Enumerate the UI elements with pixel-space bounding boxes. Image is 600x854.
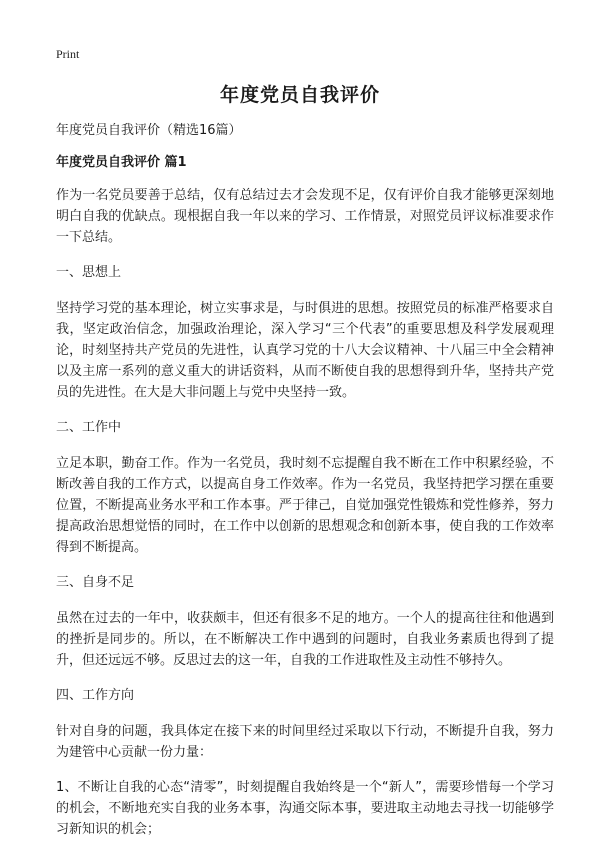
section-heading-shortcomings: 三、自身不足	[56, 575, 135, 590]
document-subtitle: 年度党员自我评价（精选16篇）	[56, 123, 242, 138]
section-heading-work: 二、工作中	[56, 420, 122, 435]
document-body	[56, 120, 554, 854]
section-body-thought: 坚持学习党的基本理论，树立实事求是，与时俱进的思想。按照党员的标准严格要求自我，坚定政治信念，加强政治理论，深入学习“三个代表”的重要思想及科学发展观理论，时刻坚持共产党员的先进性，认真学习党的十八大会议精神、十八届三中全会精神以及主席一系列的意义重大的讲话资料，从而不断使自我的思想得到升华，坚持共产党员的先进性。在大是大非问题上与党中央坚持一致。	[56, 301, 554, 400]
intro-paragraph: 作为一名党员要善于总结，仅有总结过去才会发现不足，仅有评价自我才能够更深刻地明白自我的优缺点。现根据自我一年以来的学习、工作情景，对照党员评议标准要求作一下总结。	[56, 188, 554, 245]
section-heading-thought: 一、思想上	[56, 265, 122, 280]
print-link[interactable]: Print	[56, 47, 80, 61]
document-title: 年度党员自我评价	[219, 84, 380, 106]
section-title: 年度党员自我评价 篇1	[56, 155, 187, 170]
section-body-shortcomings: 虽然在过去的一年中，收获颇丰，但还有很多不足的地方。一个人的提高往往和他遇到的挫折是同步的。所以，在不断解决工作中遇到的问题时，自我业务素质也得到了提升，但还远远不够。反思过去的这一年，自我的工作进取性及主动性不够持久。	[56, 611, 554, 668]
list-item-1: 1、不断让自我的心态“清零”，时刻提醒自我始终是一个“新人”，需要珍惜每一个学习的机会，不断地充实自我的业务本事，沟通交际本事，要进取主动地去寻找一切能够学习新知识的机会；	[56, 780, 554, 837]
section-body-direction: 针对自身的问题，我具体定在接下来的时间里经过采取以下行动，不断提升自我，努力为建管中心贡献一份力量：	[56, 724, 554, 760]
section-heading-direction: 四、工作方向	[56, 688, 135, 703]
section-body-work: 立足本职，勤奋工作。作为一名党员，我时刻不忘提醒自我不断在工作中积累经验，不断改善自我的工作方式，以提高自身工作效率。作为一名党员，我坚持把学习摆在重要位置，不断提高业务水平和工作本事。严于律己，自觉加强党性锻炼和党性修养，努力提高政治思想觉悟的同时，在工作中以创新的思想观念和创新本事，使自我的工作效率得到不断提高。	[56, 456, 554, 555]
